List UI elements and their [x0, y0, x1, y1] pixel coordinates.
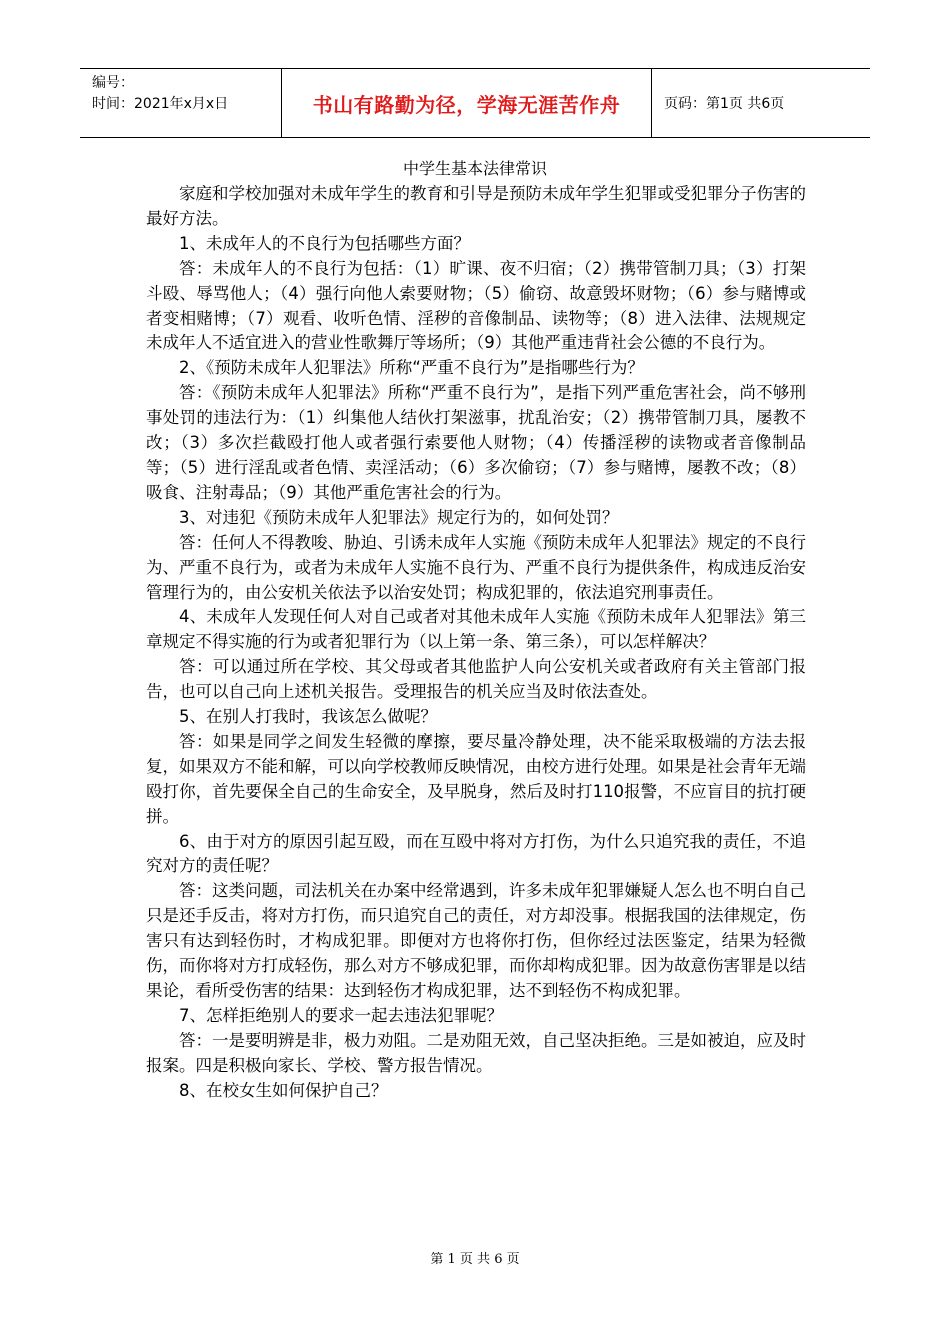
question-1: 1、未成年人的不良行为包括哪些方面？: [179, 233, 470, 253]
header-meta: [80, 69, 282, 137]
answer-5: 答：如果是同学之间发生轻微的摩擦，要尽量冷静处理，决不能采取极端的方法去报复，如果双方不能和解，可以向学校教师反映情况，由校方进行处理。如果是社会青年无端殴打你，首先要保全自己的生命安全，及早脱身，然后及时打110报警，不应盲目的抗打硬拼。: [146, 731, 806, 826]
question-8: 8、在校女生如何保护自己？: [179, 1080, 388, 1100]
document-time: 时间：2021年x月x日: [92, 96, 229, 112]
question-3: 3、对违犯《预防未成年人犯罪法》规定行为的，如何处罚？: [179, 507, 619, 527]
question-5: 5、在别人打我时，我该怎么做呢？: [179, 707, 437, 727]
document-title: 中学生基本法律常识: [402, 159, 547, 178]
document-number: 编号：: [92, 75, 134, 91]
question-4: 4、未成年人发现任何人对自己或者对其他未成年人实施《预防未成年人犯罪法》第三章规定不得实施的行为或者犯罪行为（以上第一条、第三条），可以怎样解决？: [146, 607, 806, 652]
answer-3: 答：任何人不得教唆、胁迫、引诱未成年人实施《预防未成年人犯罪法》规定的不良行为、严重不良行为，或者为未成年人实施不良行为、严重不良行为提供条件，构成违反治安管理行为的，由公安机关依法予以治安处罚；构成犯罪的，依法追究刑事责任。: [146, 532, 806, 602]
question-7: 7、怎样拒绝别人的要求一起去违法犯罪呢？: [179, 1005, 503, 1025]
answer-6: 答：这类问题，司法机关在办案中经常遇到，许多未成年犯罪嫌疑人怎么也不明白自己只是还手反击，将对方打伤，而只追究自己的责任，对方却没事。根据我国的法律规定，伤害只有达到轻伤时，才构成犯罪。即便对方也将你打伤，但你经过法医鉴定，结果为轻微伤，而你将对方打成轻伤，那么对方不够成犯罪，而你却构成犯罪。因为故意伤害罪是以结果论，看所受伤害的结果：达到轻伤才构成犯罪，达不到轻伤不构成犯罪。: [146, 881, 806, 1000]
answer-4: 答：可以通过所在学校、其父母或者其他监护人向公安机关或者政府有关主管部门报告，也可以自己向上述机关报告。受理报告的机关应当及时依法查处。: [146, 657, 806, 702]
document-body: [146, 182, 806, 1104]
page-footer: 第 1 页 共 6 页: [430, 1252, 520, 1267]
question-2: 2、《预防未成年人犯罪法》所称“严重不良行为”是指哪些行为？: [179, 358, 644, 378]
header-motto: 书山有路勤为径，学海无涯苦作舟: [282, 69, 652, 137]
intro-paragraph: 家庭和学校加强对未成年学生的教育和引导是预防未成年学生犯罪或受犯罪分子伤害的最好方法。: [146, 184, 806, 228]
answer-7: 答：一是要明辨是非，极力劝阻。二是劝阻无效，自己坚决拒绝。三是如被迫，应及时报案。四是积极向家长、学校、警方报告情况。: [146, 1030, 806, 1075]
question-6: 6、由于对方的原因引起互殴，而在互殴中将对方打伤，为什么只追究我的责任，不追究对方的责任呢？: [146, 831, 806, 876]
answer-2: 答：《预防未成年人犯罪法》所称“严重不良行为”，是指下列严重危害社会，尚不够刑事处罚的违法行为：（1）纠集他人结伙打架滋事，扰乱治安；（2）携带管制刀具，屡教不改；（3）多次拦截殴打他人或者强行索要他人财物；（4）传播淫秽的读物或者音像制品等；（5）进行淫乱或者色情、卖淫活动；（6）多次偷窃；（7）参与赌博，屡教不改；（8）吸食、注射毒品；（9）其他严重危害社会的行为。: [146, 383, 806, 502]
page-header: [80, 68, 870, 138]
header-page-info: 页码：第1页 共6页: [664, 96, 785, 112]
answer-1: 答：未成年人的不良行为包括：（1）旷课、夜不归宿；（2）携带管制刀具；（3）打架斗殴、辱骂他人；（4）强行向他人索要财物；（5）偷窃、故意毁坏财物；（6）参与赌博或者变相赌博；（7）观看、收听色情、淫秽的音像制品、读物等；（8）进入法律、法规规定未成年人不适宜进入的营业性歌舞厅等场所；（9）其他严重违背社会公德的不良行为。: [146, 258, 806, 353]
